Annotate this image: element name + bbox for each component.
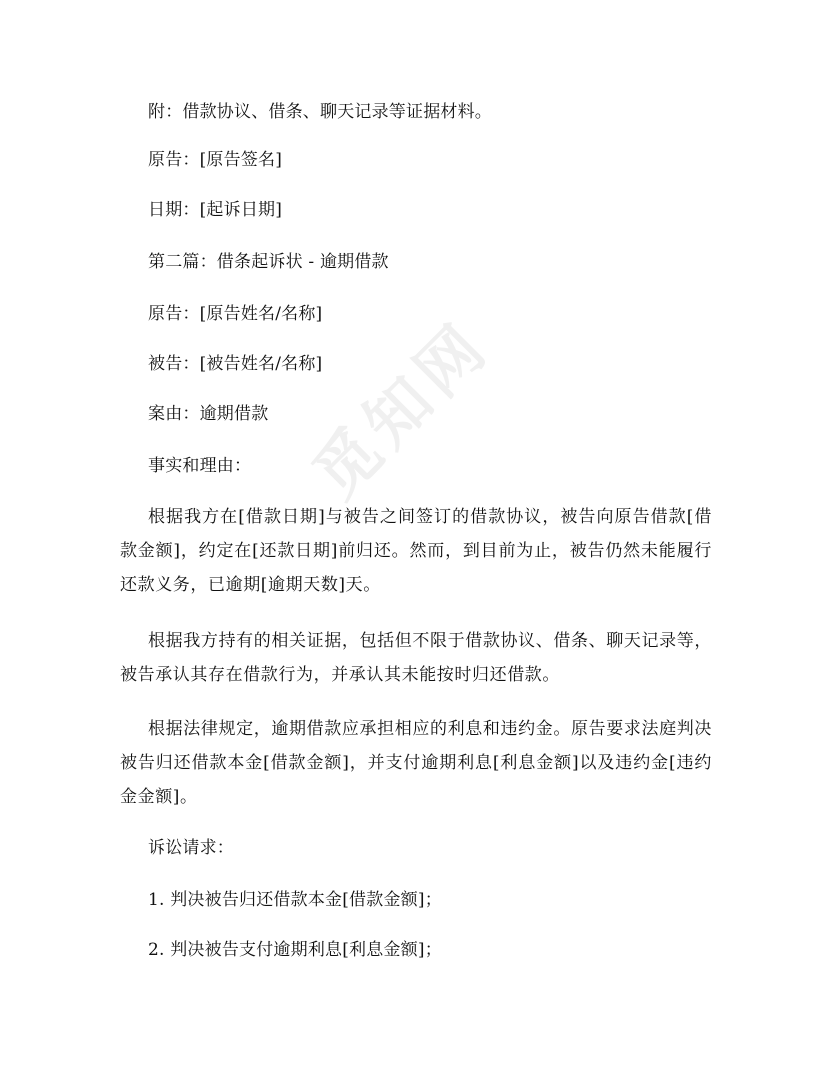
facts-paragraph-1: 根据我方在[借款日期]与被告之间签订的借款协议，被告向原告借款[借款金额]，约定在[还款日期]前归还。然而，到目前为止，被告仍然未能履行还款义务，已逾期[逾期天数]天。 xyxy=(120,507,712,595)
facts-heading: 事实和理由： xyxy=(148,456,252,476)
plaintiff-line: 原告：[原告姓名/名称] xyxy=(148,304,323,324)
watermark: 觅知网 xyxy=(299,307,505,513)
facts-paragraph-3: 根据法律规定，逾期借款应承担相应的利息和违约金。原告要求法庭判决被告归还借款本金[借款金额]，并支付逾期利息[利息金额]以及违约金[违约金金额]。 xyxy=(120,719,712,807)
attachment-line: 附：借款协议、借条、聊天记录等证据材料。 xyxy=(148,102,492,122)
case-cause-line: 案由：逾期借款 xyxy=(148,404,269,424)
claims-heading: 诉讼请求： xyxy=(148,838,234,858)
defendant-line: 被告：[被告姓名/名称] xyxy=(148,354,323,374)
date-line: 日期：[起诉日期] xyxy=(148,200,283,220)
facts-paragraph-2: 根据我方持有的相关证据，包括但不限于借款协议、借条、聊天记录等，被告承认其存在借款行为，并承认其未能按时归还借款。 xyxy=(120,631,712,685)
section-title: 第二篇：借条起诉状 - 逾期借款 xyxy=(148,252,389,272)
claim-item: 2. 判决被告支付逾期利息[利息金额]； xyxy=(148,940,442,960)
plaintiff-signature-line: 原告：[原告签名] xyxy=(148,150,283,170)
claim-item: 1. 判决被告归还借款本金[借款金额]； xyxy=(148,890,442,910)
